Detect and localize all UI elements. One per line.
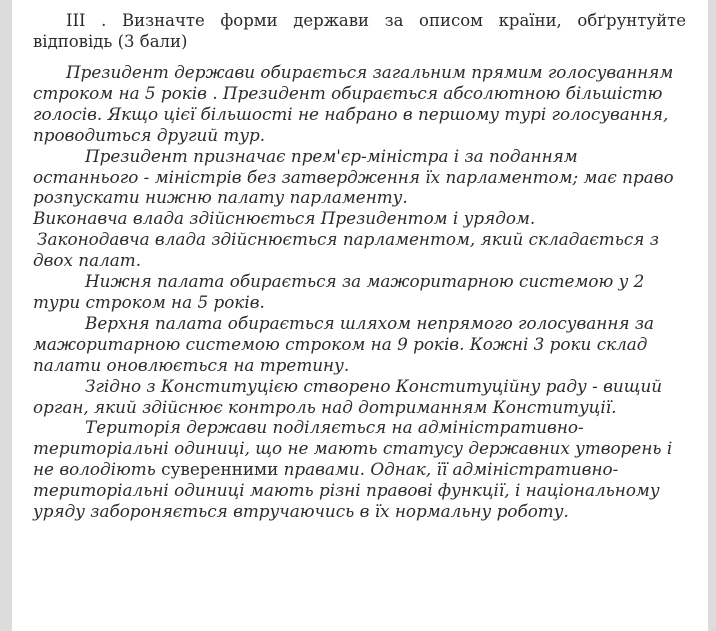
country-description xyxy=(33,62,686,522)
paragraph-president-election: Президент держави обирається загальним прямим голосуванням строком на 5 років . Президент обирається абсолютною більшістю голосів. Якщо цієї більшості не набрано в першому турі голосування, проводиться другий тур. xyxy=(33,62,674,145)
paragraph-executive-power: Виконавча влада здійснюється Президентом і урядом. xyxy=(33,208,536,229)
task-heading: III . Визначте форми держави за описом країни, обґрунтуйте відповідь (3 бали) xyxy=(33,11,686,51)
paragraph-constitutional-council: Згідно з Конституцією створено Конституційну раду - вищий орган, який здійснює контроль над дотриманням Конституції. xyxy=(33,375,663,417)
paragraph-legislative-power: Законодавча влада здійснюється парламентом, який складається з двох палат. xyxy=(33,229,659,271)
paragraph-lower-chamber: Нижня палата обирається за мажоритарною системою у 2 тури строком на 5 років. xyxy=(33,271,645,312)
paragraph-upper-chamber: Верхня палата обирається шляхом непрямого голосування за мажоритарною системою строком на 9 років. Кожні 3 роки склад палати оновлюється на третину. xyxy=(33,312,654,375)
territory-text-sovereign: суверенними xyxy=(161,459,279,480)
territory-text-part1: Територія держави поділяється на адміністративно-територіальні одиниці, що не мають статусу державних утворень і не володіють xyxy=(33,417,673,480)
paragraph-president-powers: Президент призначає прем'єр-міністра і за поданням останнього - міністрів без затвердження їх парламентом; має право розпускати нижню палату парламенту. xyxy=(33,145,674,208)
document-page xyxy=(12,0,708,631)
territory-text-part2: правами. Однак, її адміністративно-територіальні одиниці мають різні правові функції, і національному уряду забороняється втручаючись в їх нормальну роботу. xyxy=(33,459,660,522)
paragraph-territory xyxy=(33,417,686,522)
